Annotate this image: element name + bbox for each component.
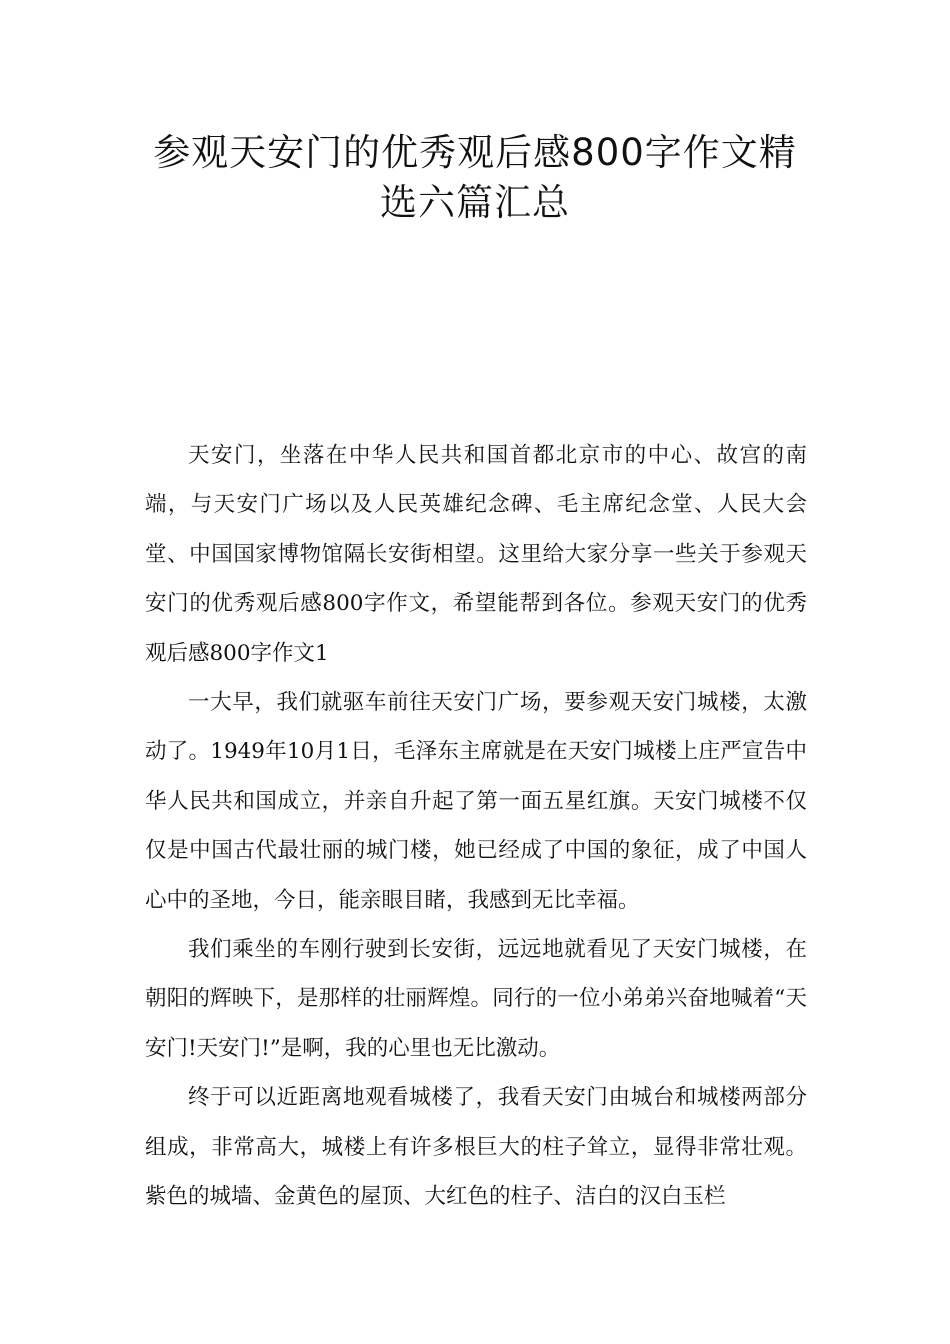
title-line-1: 参观天安门的优秀观后感800字作文精	[153, 131, 797, 174]
paragraph-changan-street: 我们乘坐的车刚行驶到长安街，远远地就看见了天安门城楼，在朝阳的辉映下，是那样的壮丽辉煌。同行的一位小弟弟兴奋地喊着“天安门!天安门!”是啊，我的心里也无比激动。	[145, 937, 807, 1061]
document-body	[145, 431, 807, 1222]
paragraph-intro: 天安门，坐落在中华人民共和国首都北京市的中心、故宫的南端，与天安门广场以及人民英雄纪念碑、毛主席纪念堂、人民大会堂、中国国家博物馆隔长安街相望。这里给大家分享一些关于参观天安门的优秀观后感800字作文，希望能帮到各位。参观天安门的优秀观后感800字作文1	[145, 443, 807, 666]
document-title	[100, 128, 850, 228]
paragraph-gate-tower-view: 终于可以近距离地观看城楼了，我看天安门由城台和城楼两部分组成，非常高大，城楼上有许多根巨大的柱子耸立，显得非常壮观。紫色的城墙、金黄色的屋顶、大红色的柱子、洁白的汉白玉栏	[145, 1085, 807, 1210]
paragraph-morning-trip: 一大早，我们就驱车前往天安门广场，要参观天安门城楼，太激动了。1949年10月1日，毛泽东主席就是在天安门城楼上庄严宣告中华人民共和国成立，并亲自升起了第一面五星红旗。天安门城楼不仅仅是中国古代最壮丽的城门楼，她已经成了中国的象征，成了中国人心中的圣地，今日，能亲眼目睹，我感到无比幸福。	[145, 690, 807, 913]
title-line-2: 选六篇汇总	[380, 181, 570, 224]
